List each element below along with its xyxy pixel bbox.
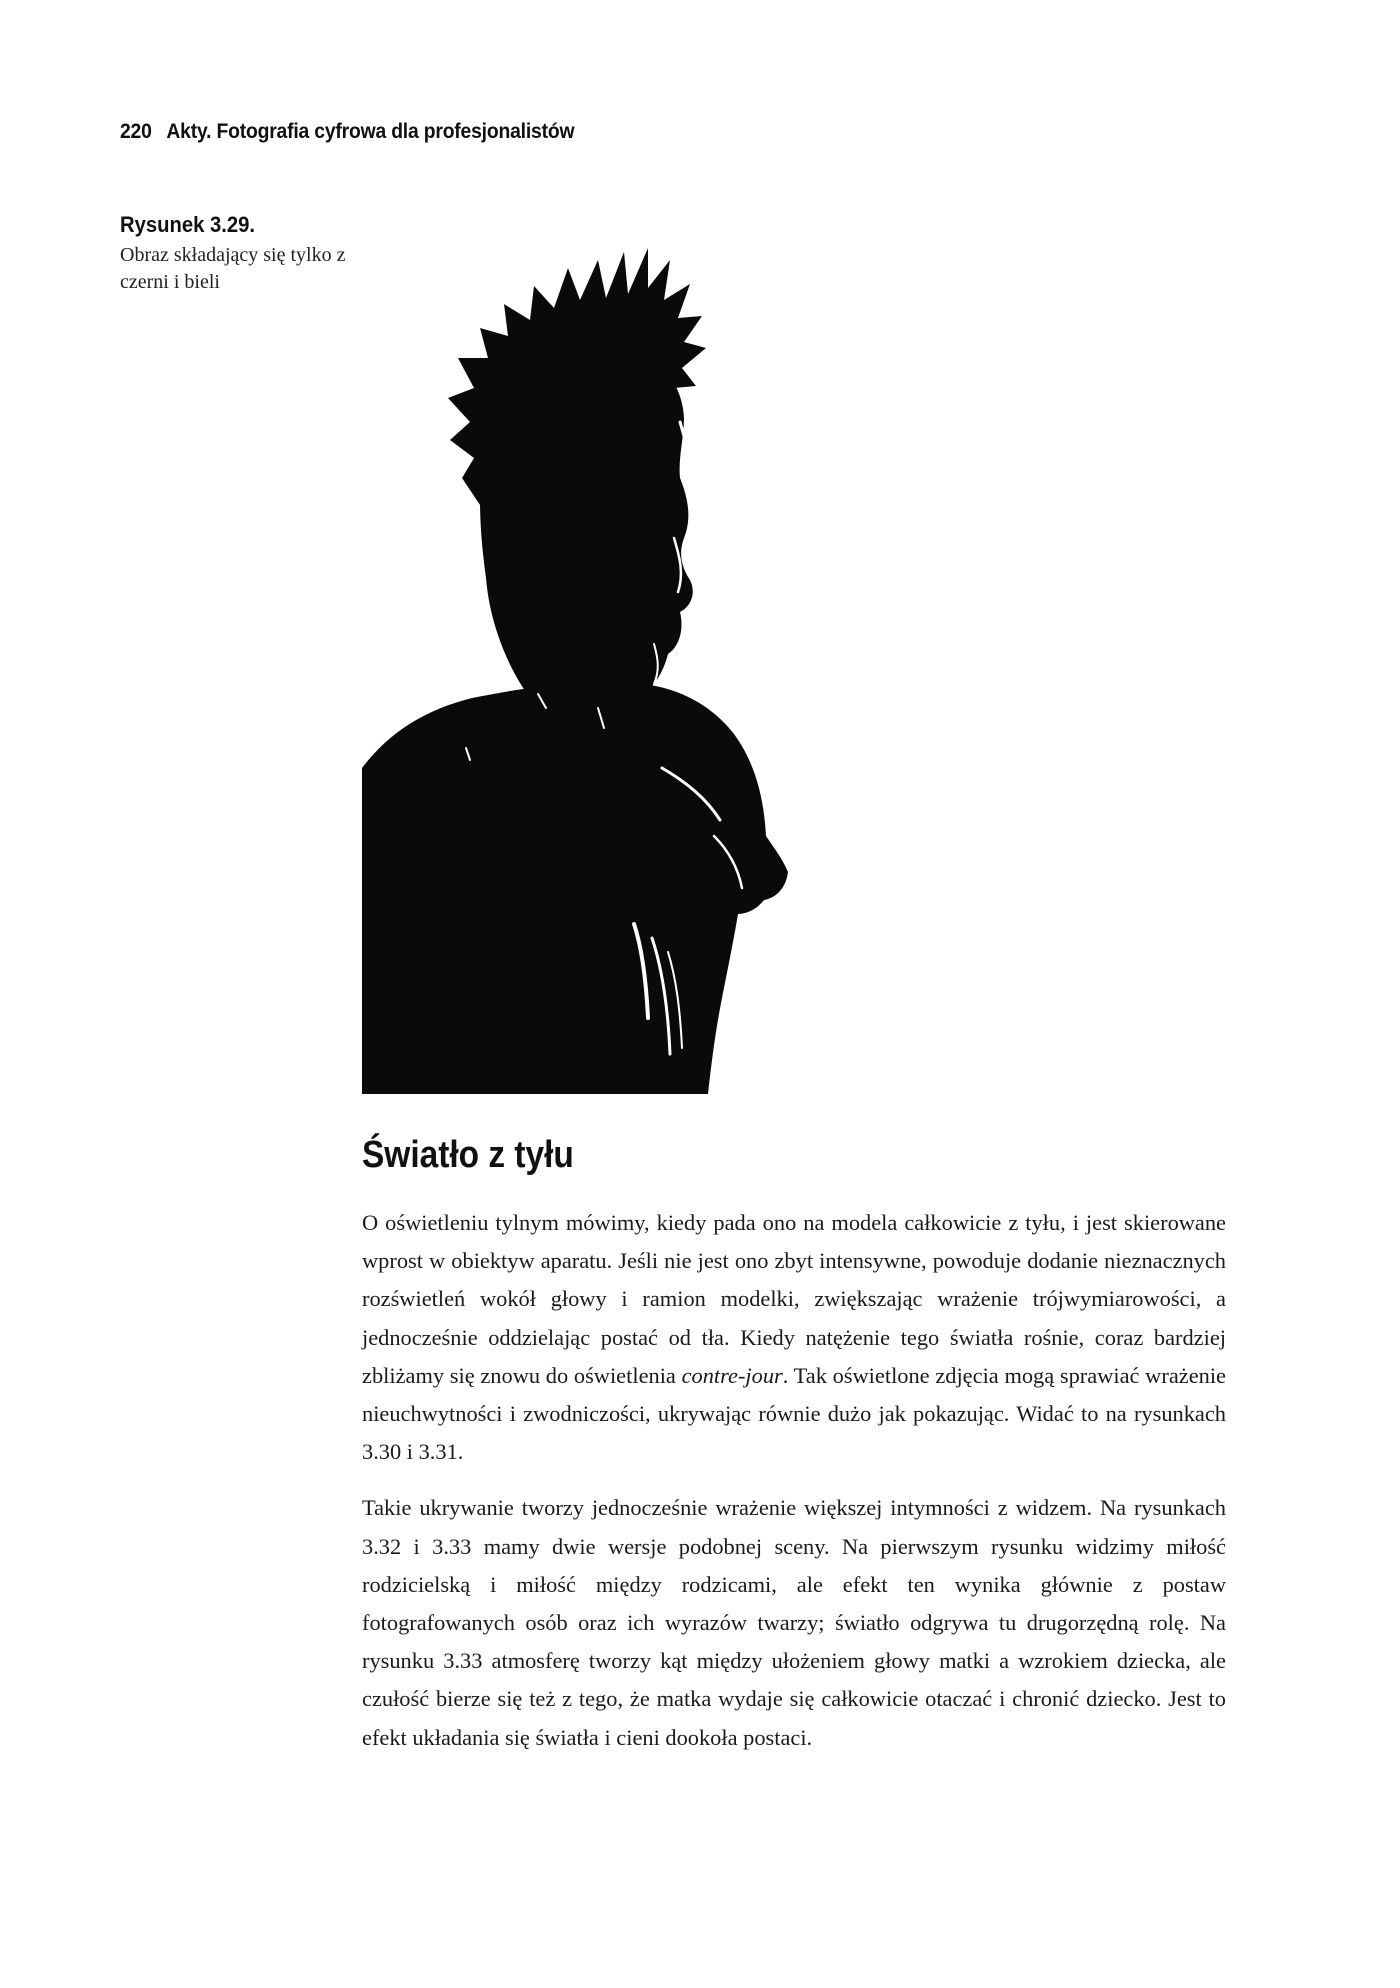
section-heading: Światło z tyłu [362, 1134, 574, 1176]
paragraph-1-end: . Tak oświetlone zdjęcia mogą sprawiać wrażenie nieuchwytności i zwodniczości, ukrywając równie dużo jak pokazując. Widać to na rysunkach 3.30 i 3.31. [362, 1362, 1226, 1465]
silhouette-photo [362, 208, 862, 1094]
running-head [120, 120, 574, 144]
page-number: 220 [120, 120, 152, 143]
body-text [362, 1204, 1226, 1775]
paragraph-1-start: O oświetleniu tylnym mówimy, kiedy pada ono na modela całkowicie z tyłu, i jest skierowane wprost w obiektyw aparatu. Jeśli nie jest ono zbyt intensywne, powoduje dodanie nieznacznych rozświetleń wokół głowy i ramion modelki, zwiększając wrażenie trójwymiarowości, a jednocześnie oddzielając postać od tła. Kiedy natężenie tego światła rośnie, coraz bardziej zbliżamy się znowu do oświetlenia [362, 1210, 1226, 1388]
figure-caption [120, 212, 360, 296]
book-title: Akty. Fotografia cyfrowa dla profesjonalistów [166, 120, 575, 143]
figure-caption-text: Obraz składający się tylko z czerni i bieli [120, 244, 346, 293]
figure-image [362, 208, 862, 1094]
paragraph-1 [362, 1204, 1226, 1471]
figure-label: Rysunek 3.29. [120, 212, 256, 237]
emphasis-contre-jour: contre-jour [681, 1362, 783, 1388]
paragraph-2: Takie ukrywanie tworzy jednocześnie wrażenie większej intymności z widzem. Na rysunkach 3.32 i 3.33 mamy dwie wersje podobnej sceny. Na pierwszym rysunku widzimy miłość rodzicielską i miłość między rodzicami, ale efekt ten wynika głównie z postaw fotografowanych osób oraz ich wyrazów twarzy; światło odgrywa tu drugorzędną rolę. Na rysunku 3.33 atmosferę tworzy kąt między ułożeniem głowy matki a wzrokiem dziecka, ale czułość bierze się też z tego, że matka wydaje się całkowicie otaczać i chronić dziecko. Jest to efekt układania się światła i cieni dookoła postaci. [362, 1495, 1226, 1750]
